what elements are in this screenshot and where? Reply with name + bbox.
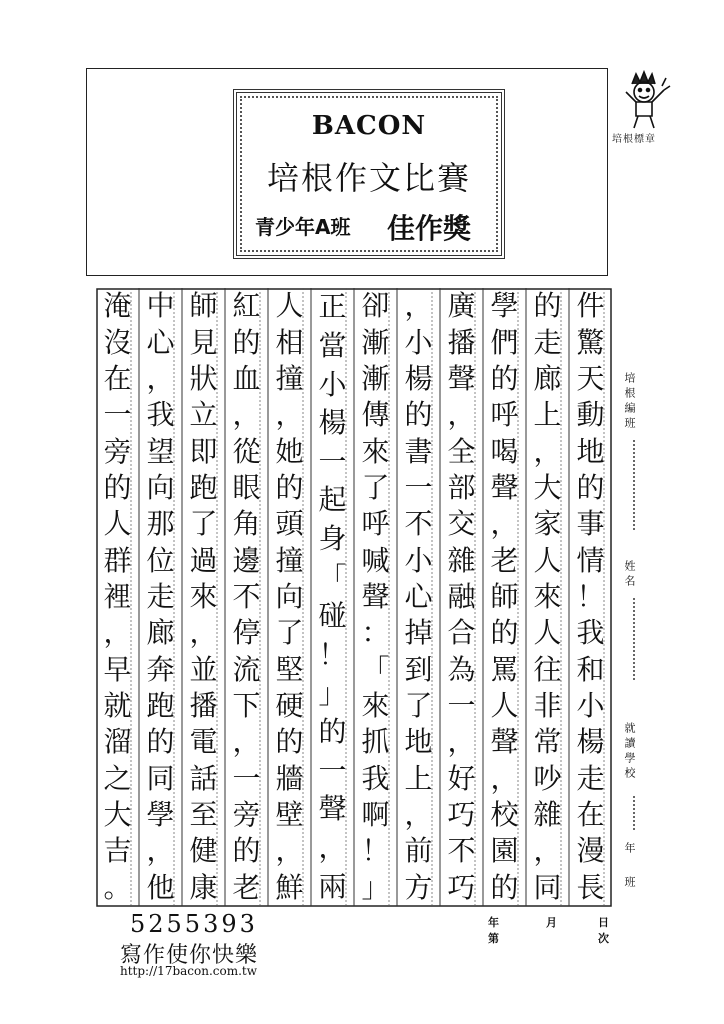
grid-char: ， [533,434,562,468]
grid-char: 起 [318,483,347,517]
grid-char: 跑 [189,470,218,504]
essay-column-9 [225,288,268,906]
grid-char: 相 [275,325,304,359]
grid-char: 牆 [275,761,304,795]
website-link[interactable]: http://17bacon.com.tw [120,964,258,978]
grid-char: 楊 [404,361,433,395]
grid-char: 上 [404,761,433,795]
grid-char: 了 [275,616,304,650]
grid-char: 走 [533,325,562,359]
grid-char: 正 [318,290,347,324]
grid-char: 漫 [576,834,605,868]
grid-char: 了 [361,470,390,504]
grid-char: 長 [576,870,605,904]
grid-char: 人 [533,543,562,577]
grid-char: 沒 [103,325,132,359]
grid-char: 一 [318,753,347,787]
grid-char: 到 [404,652,433,686]
grid-char: 小 [404,543,433,577]
grid-char: 即 [189,434,218,468]
grid-char: 人 [533,616,562,650]
grid-char: ！ [318,637,347,671]
grid-char: 楊 [576,725,605,759]
grid-char: ， [232,398,261,432]
grid-char: ， [490,507,519,541]
grid-char: ， [103,616,132,650]
grid-char: 雜 [447,543,476,577]
grid-char: 廣 [447,289,476,323]
name-label: 姓名 [623,560,636,590]
grid-char: 的 [404,398,433,432]
grid-char: 老 [490,543,519,577]
grid-char: 的 [490,616,519,650]
grid-char: 學 [146,797,175,831]
grid-char: 裡 [103,579,132,613]
grid-char: 呼 [490,398,519,432]
essay-column-4 [440,288,483,906]
grid-char: 全 [447,434,476,468]
grid-char: 一 [232,761,261,795]
grid-char: 往 [533,652,562,686]
essay-column-7 [311,288,354,906]
grid-char: 卻 [361,289,390,323]
grid-char: 的 [275,725,304,759]
grid-char: 同 [533,870,562,904]
class-label: 青少年A班 [255,215,351,239]
grid-char: 流 [232,652,261,686]
grid-char: 立 [189,398,218,432]
grid-char: 在 [576,797,605,831]
grid-char: 的 [232,834,261,868]
grid-char: 好 [447,761,476,795]
date-month-label: 月 [546,916,557,929]
grid-char: 狀 [189,361,218,395]
grid-char: 來 [533,579,562,613]
grid-char: 心 [146,325,175,359]
grid-char: 同 [146,761,175,795]
grid-char: ， [318,831,347,865]
grid-char: 話 [189,761,218,795]
grid-char: 掉 [404,616,433,650]
grid-char: 聲 [490,725,519,759]
grid-char: 。 [103,870,132,904]
grid-char: 見 [189,325,218,359]
grid-char: 廊 [533,361,562,395]
grid-char: 了 [404,688,433,722]
grid-char: 壁 [275,797,304,831]
grid-char: ， [490,761,519,795]
grid-char: ， [275,834,304,868]
grid-char: 聲 [490,470,519,504]
school-label: 就讀學校 [623,722,636,782]
grid-char: 下 [232,688,261,722]
grid-char: 向 [146,470,175,504]
grid-char: 硬 [275,688,304,722]
grid-char: ！ [361,834,390,868]
grid-char: 傳 [361,398,390,432]
grid-char: 融 [447,579,476,613]
grid-char: 群 [103,543,132,577]
grid-char: 和 [576,652,605,686]
grid-char: 「 [318,560,347,594]
grid-char: 的 [490,361,519,395]
grid-char: ， [404,797,433,831]
grid-char: 那 [146,507,175,541]
essay-column-6 [354,288,397,906]
grid-char: 大 [103,797,132,831]
contest-title: 培根作文比賽 [266,159,471,197]
grid-char: 不 [232,579,261,613]
grid-char: 不 [404,507,433,541]
grid-char: 他 [146,870,175,904]
grid-char: 來 [361,434,390,468]
grid-char: 一 [103,398,132,432]
grid-char: 的 [533,289,562,323]
grid-char: 書 [404,434,433,468]
grid-char: 動 [576,398,605,432]
grade-label: 年 [623,842,636,857]
award-badge [233,89,505,259]
grid-char: 心 [404,579,433,613]
grid-char: 來 [189,579,218,613]
grid-char: 來 [361,688,390,722]
grid-char: ， [146,361,175,395]
grid-char: 角 [232,507,261,541]
grid-char: 喊 [361,543,390,577]
award-title: 佳作獎 [387,212,472,245]
grid-char: 聲 [318,792,347,826]
grid-char: 邊 [232,543,261,577]
grid-char: 大 [533,470,562,504]
grid-char: 不 [447,834,476,868]
class-number-label: 培根編班 [623,372,636,432]
essay-grid [96,288,612,906]
grid-char: 吉 [103,834,132,868]
grid-char: ， [404,289,433,323]
grid-char: 方 [404,870,433,904]
grid-char: 家 [533,507,562,541]
grid-char: 巧 [447,870,476,904]
grid-char: 了 [189,507,218,541]
grid-char: 跑 [146,688,175,722]
grid-char: 常 [533,725,562,759]
grid-char: 抓 [361,725,390,759]
grid-char: 並 [189,652,218,686]
grid-char: 聲 [447,361,476,395]
grid-char: 過 [189,543,218,577]
grid-char: 小 [318,367,347,401]
grid-char: ！ [576,579,605,613]
grid-char: 事 [576,507,605,541]
grid-char: 楊 [318,406,347,440]
grid-char: 罵 [490,652,519,686]
grid-char: 眼 [232,470,261,504]
grid-char: 播 [447,325,476,359]
grid-char: 之 [103,761,132,795]
date-year-label: 年 [488,916,499,929]
grid-char: 當 [318,328,347,362]
grid-char: 師 [189,289,218,323]
award-banner [86,68,608,276]
date-day-label: 日 [598,916,609,929]
grid-char: 上 [533,398,562,432]
grid-char: 園 [490,834,519,868]
grid-char: 雜 [533,797,562,831]
grid-char: 老 [232,870,261,904]
grid-char: 電 [189,725,218,759]
grid-char: 學 [490,289,519,323]
grid-char: 淹 [103,289,132,323]
essay-column-12 [96,288,139,906]
grid-char: 呼 [361,507,390,541]
grid-char: 漸 [361,361,390,395]
grid-char: 身 [318,522,347,556]
slogan: 寫作使你快樂 [120,943,259,968]
grid-char: 的 [146,725,175,759]
grid-char: 奔 [146,652,175,686]
grid-char: 從 [232,434,261,468]
essay-column-2 [526,288,569,906]
grid-char: ： [361,616,390,650]
grid-char: 旁 [232,797,261,831]
class-label-side: 班 [623,876,636,891]
grid-char: 的 [275,470,304,504]
grid-char: 頭 [275,507,304,541]
grid-char: 走 [146,579,175,613]
grid-char: 兩 [318,869,347,903]
grid-char: 康 [189,870,218,904]
grid-char: 校 [490,797,519,831]
grid-char: ， [146,834,175,868]
grid-char: 人 [275,289,304,323]
grid-char: 人 [490,688,519,722]
grid-char: 播 [189,688,218,722]
class-number-line [633,440,637,530]
grid-char: 溜 [103,725,132,759]
grid-char: 們 [490,325,519,359]
grid-char: 地 [404,725,433,759]
name-line [633,598,637,680]
grid-char: 一 [404,470,433,504]
grid-char: ， [447,398,476,432]
grid-char: 至 [189,797,218,831]
grid-char: 啊 [361,797,390,831]
grid-char: 非 [533,688,562,722]
grid-char: 前 [404,834,433,868]
grid-char: 碰 [318,599,347,633]
grid-char: 喝 [490,434,519,468]
grid-char: 情 [576,543,605,577]
grid-char: 師 [490,579,519,613]
essay-column-5 [397,288,440,906]
grid-char: 部 [447,470,476,504]
grid-char: 的 [490,870,519,904]
grid-char: 就 [103,688,132,722]
grid-char: 她 [275,434,304,468]
grid-char: 「 [361,652,390,686]
grid-char: 健 [189,834,218,868]
grid-char: 血 [232,361,261,395]
grid-char: 撞 [275,543,304,577]
grid-char: 走 [576,761,605,795]
grid-char: 交 [447,507,476,541]
grid-char: ， [275,398,304,432]
grid-char: 我 [576,616,605,650]
grid-char: 我 [146,398,175,432]
grid-char: 撞 [275,361,304,395]
grid-char: 天 [576,361,605,395]
grid-char: 旁 [103,434,132,468]
grid-char: 為 [447,652,476,686]
grid-char: ， [189,616,218,650]
grid-char: 停 [232,616,261,650]
grid-char: 」 [318,676,347,710]
stamp-label: 培根標章 [612,134,656,145]
grid-char: 位 [146,543,175,577]
school-line [633,796,637,830]
grid-char: 件 [576,289,605,323]
serial-number: 5255393 [130,910,258,938]
session-ordinal-label: 第 [488,932,499,945]
essay-column-11 [139,288,182,906]
grid-char: 的 [318,715,347,749]
essay-column-8 [268,288,311,906]
grid-char: 廊 [146,616,175,650]
grid-char: 鮮 [275,870,304,904]
grid-char: 堅 [275,652,304,686]
session-times-label: 次 [598,932,609,945]
grid-char: 中 [146,289,175,323]
grid-char: 紅 [232,289,261,323]
grid-char: 早 [103,652,132,686]
grid-char: 的 [576,470,605,504]
grid-char: 人 [103,507,132,541]
grid-char: 吵 [533,761,562,795]
grid-char: 巧 [447,797,476,831]
grid-char: 我 [361,761,390,795]
essay-column-10 [182,288,225,906]
grid-char: 驚 [576,325,605,359]
grid-char: 在 [103,361,132,395]
essay-column-3 [483,288,526,906]
grid-char: 漸 [361,325,390,359]
grid-char: 地 [576,434,605,468]
grid-char: 」 [361,870,390,904]
essay-column-1 [569,288,612,906]
grid-char: ， [447,725,476,759]
brand-title: BACON [311,111,427,141]
grid-char: 望 [146,434,175,468]
grid-char: 的 [103,470,132,504]
grid-char: 的 [232,325,261,359]
grid-char: 小 [576,688,605,722]
mascot-stamp-icon [614,66,672,132]
grid-char: 合 [447,616,476,650]
grid-char: ， [232,725,261,759]
grid-char: 聲 [361,579,390,613]
grid-char: 小 [404,325,433,359]
grid-char: 一 [447,688,476,722]
grid-char: ， [533,834,562,868]
grid-char: 一 [318,444,347,478]
grid-char: 向 [275,579,304,613]
